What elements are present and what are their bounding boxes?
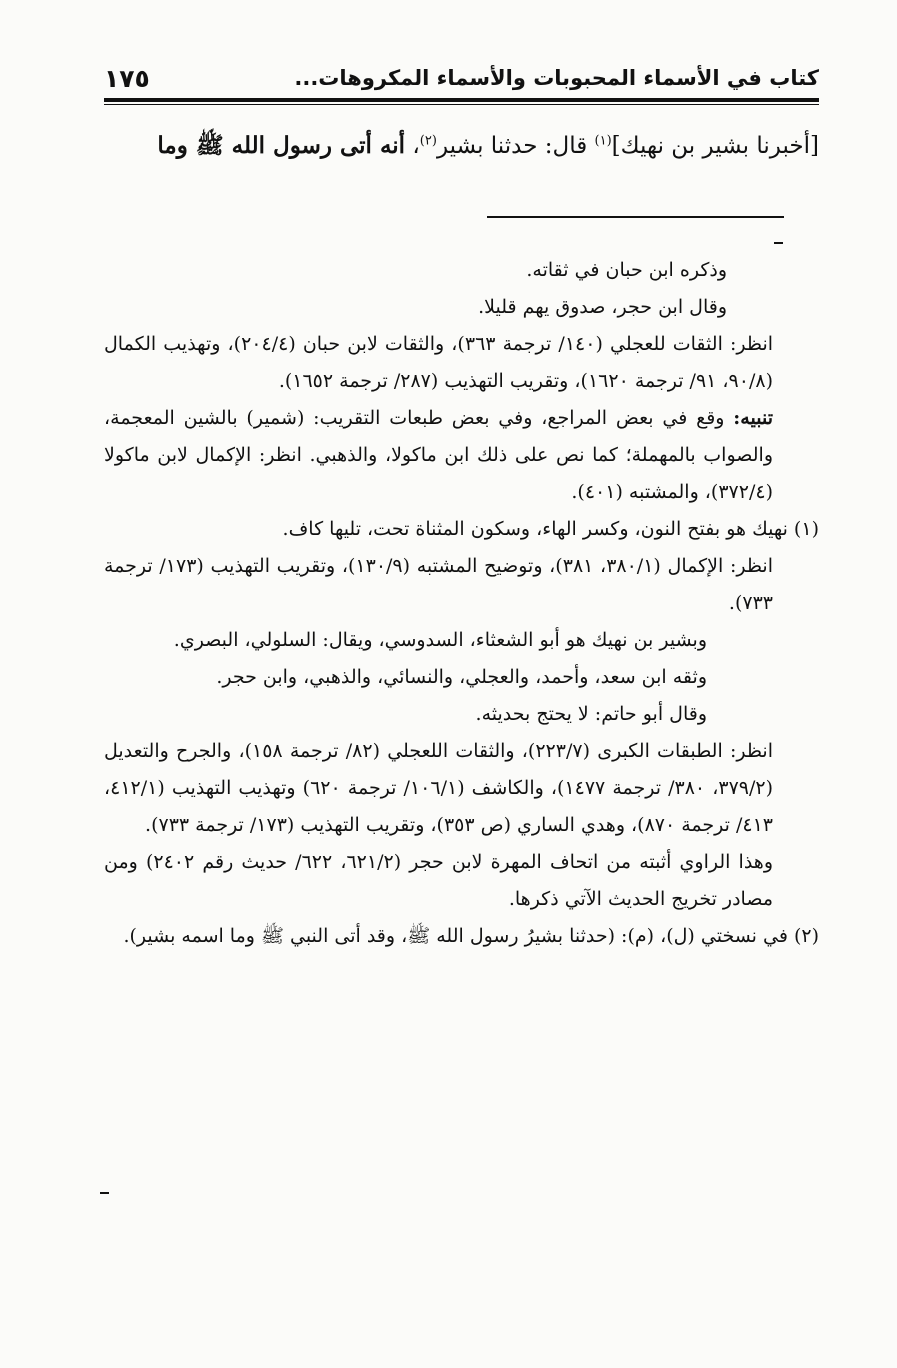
page-number: ١٧٥ — [104, 64, 150, 93]
footnote-1: (١) نهيك هو بفتح النون، وكسر الهاء، وسكون المثناة تحت، تليها كاف. — [282, 518, 819, 540]
continuation-dash — [774, 242, 783, 244]
footnote-2: (٢) في نسختي (ل)، (م): (حدثنا بشيرُ رسول الله ﷺ، وقد أتى النبي ﷺ وما اسمه بشير). — [123, 925, 819, 947]
note-paragraph-tanbih — [104, 400, 819, 511]
note-line: وقال ابن حجر، صدوق يهم قليلا. — [478, 296, 727, 318]
note-paragraph: انظر: الإكمال (٣٨٠/١، ٣٨١)، وتوضيح المشتبه (١٣٠/٩)، وتقريب التهذيب (١٧٣/ ترجمة ٧٣٣). — [104, 555, 773, 614]
footnote-ref-1: (١) — [594, 133, 612, 149]
note-line: وبشير بن نهيك هو أبو الشعثاء، السدوسي، ويقال: السلولي، البصري. — [173, 629, 707, 651]
running-header — [104, 66, 819, 100]
note-line: وقال أبو حاتم: لا يحتج بحديثه. — [475, 703, 707, 725]
tanbih-label: تنبيه: — [733, 407, 773, 429]
note-paragraph: انظر: الطبقات الكبرى (٢٢٣/٧)، والثقات اللعجلي (٨٢/ ترجمة ١٥٨)، والجرح والتعديل (٣٧٩/٢، ٣٨٠/ ترجمة ١٤٧٧)، والكاشف (١٠٦/١/ ترجمة ٦٢٠) وتهذيب التهذيب (٤١٢/١، ٤١٣/ ترجمة ٨٧٠)، وهدي الساري (ص ٣٥٣)، وتقريب التهذيب (١٧٣/ ترجمة ٧٣٣). — [104, 740, 774, 836]
note-paragraph: وهذا الراوي أثبته من اتحاف المهرة لابن حجر (٦٢١/٢، ٦٢٢/ حديث رقم ٢٤٠٢) ومن مصادر تخريج الحديث الآتي ذكرها. — [104, 851, 774, 910]
note-line: وذكره ابن حبان في ثقاته. — [526, 259, 727, 281]
note-line: وثقه ابن سعد، وأحمد، والعجلي، والنسائي، والذهبي، وابن حجر. — [216, 666, 707, 688]
header-rule — [104, 98, 819, 105]
footnote-separator — [487, 216, 784, 218]
main-text-part3: ، — [405, 133, 420, 159]
tanbih-text: وقع في بعض المراجع، وفي بعض طبعات التقريب: (شمير) بالشين المعجمة، والصواب بالمهملة؛ كما نص على ذلك ابن ماكولا، والذهبي. انظر: الإكمال لابن ماكولا (٣٧٢/٤)، والمشتبه (٤٠١). — [104, 407, 773, 503]
footnote-ref-2: (٢) — [419, 133, 437, 149]
main-text-bold: أنه أتى رسول الله ﷺ وما — [157, 132, 406, 159]
main-text-part2: قال: حدثنا بشير — [436, 133, 595, 159]
note-paragraph: انظر: الثقات للعجلي (١٤٠/ ترجمة ٣٦٣)، والثقات لابن حبان (٢٠٤/٤)، وتهذيب الكمال (٩٠/٨، ٩١/ ترجمة ١٦٢٠)، وتقريب التهذيب (٢٨٧/ ترجمة ١٦٥٢). — [104, 333, 774, 392]
end-dash — [100, 1192, 109, 1194]
header-title: كتاب في الأسماء المحبوبات والأسماء المكروهات... — [294, 66, 819, 90]
main-text-part1: [أخبرنا بشير بن نهيك] — [611, 133, 819, 159]
main-text — [104, 124, 819, 168]
footnotes — [104, 252, 819, 955]
